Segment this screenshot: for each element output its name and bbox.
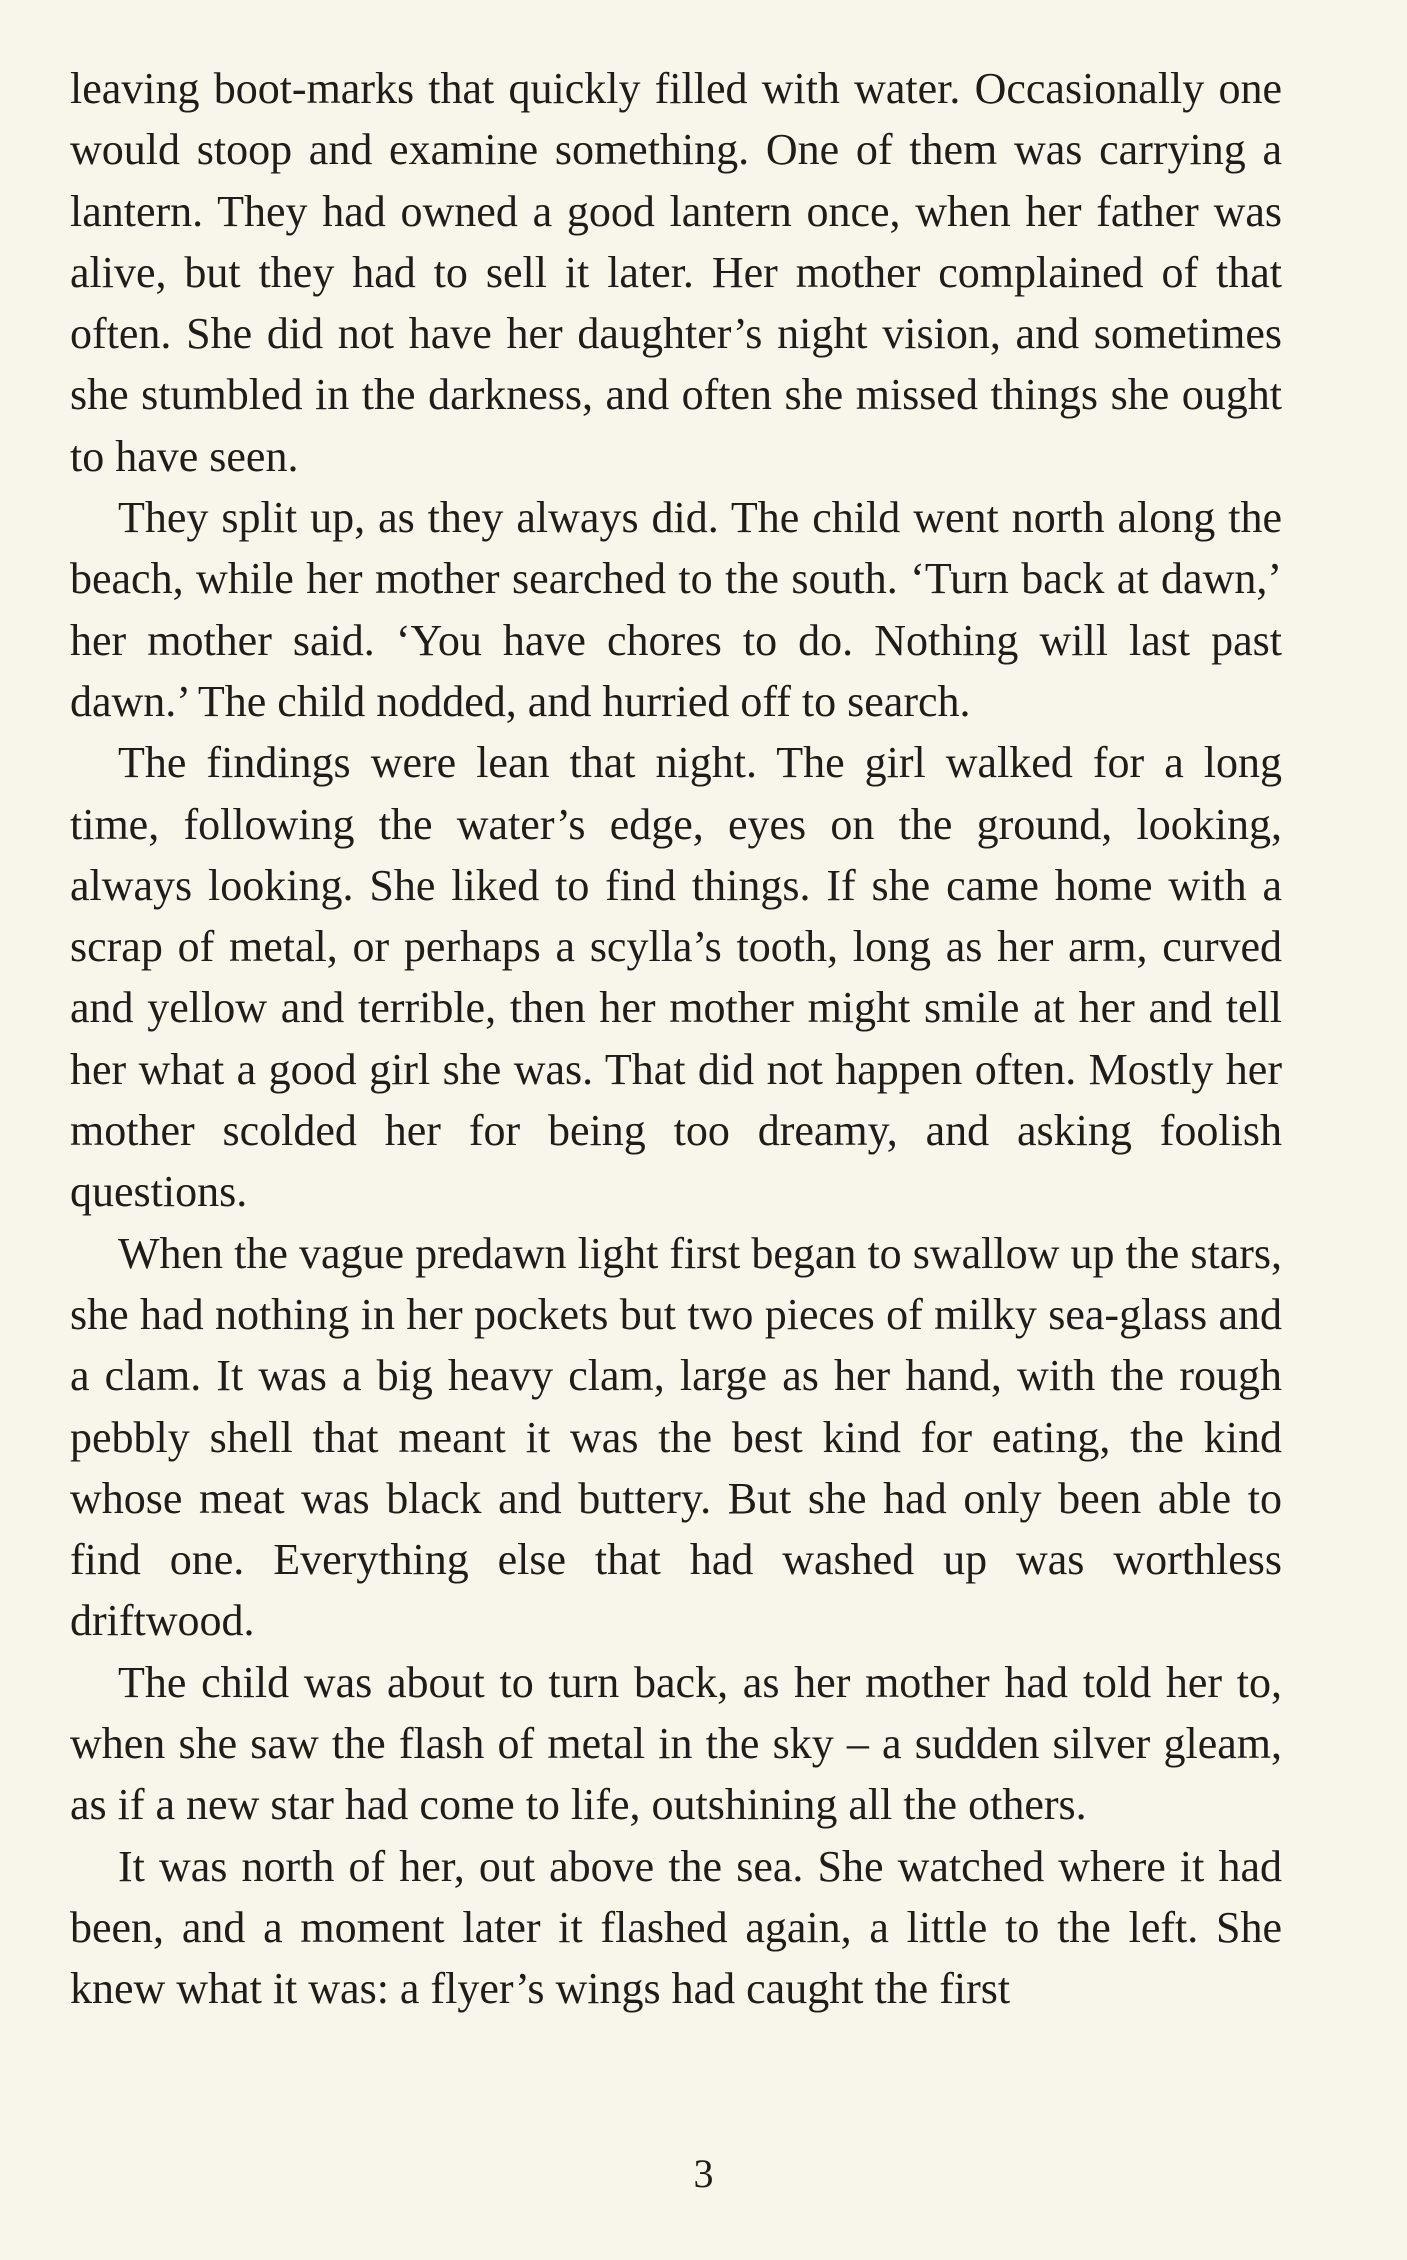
paragraph-1: leaving boot-marks that quickly filled with water. Occasionally one would stoop and examine something. One of them was carrying a lantern. They had owned a good lantern once, when her father was alive, but they had to sell it later. Her mother complained of that often. She did not have her daughter’s night vision, and sometimes she stumbled in the darkness, and often she missed things she ought to have seen. [70,64,1282,481]
paragraph-3: The findings were lean that night. The girl walked for a long time, following the water’s edge, eyes on the ground, looking, always looking. She liked to find things. If she came home with a scrap of metal, or perhaps a scylla’s tooth, long as her arm, curved and yellow and terrible, then her mother might smile at her and tell her what a good girl she was. That did not happen often. Mostly her mother scolded her for being too dreamy, and asking foolish questions. [70,738,1282,1217]
body-text [70,58,1282,2020]
paragraph-6: It was north of her, out above the sea. She watched where it had been, and a moment later it flashed again, a little to the left. She knew what it was: a flyer’s wings had caught the first [70,1841,1282,2014]
page-number: 3 [693,2151,714,2196]
paragraph-4: When the vague predawn light first began to swallow up the stars, she had nothing in her pockets but two pieces of milky sea-glass and a clam. It was a big heavy clam, large as her hand, with the rough pebbly shell that meant it was the best kind for eating, the kind whose meat was black and buttery. But she had only been able to find one. Everything else that had washed up was worthless driftwood. [70,1228,1282,1646]
paragraph-5: The child was about to turn back, as her mother had told her to, when she saw the flash of metal in the sky – a sudden silver gleam, as if a new star had come to life, outshining all the others. [70,1657,1282,1830]
paragraph-2: They split up, as they always did. The child went north along the beach, while her mother searched to the south. ‘Turn back at dawn,’ her mother said. ‘You have chores to do. Nothing will last past dawn.’ The child nodded, and hurried off to search. [70,493,1282,726]
